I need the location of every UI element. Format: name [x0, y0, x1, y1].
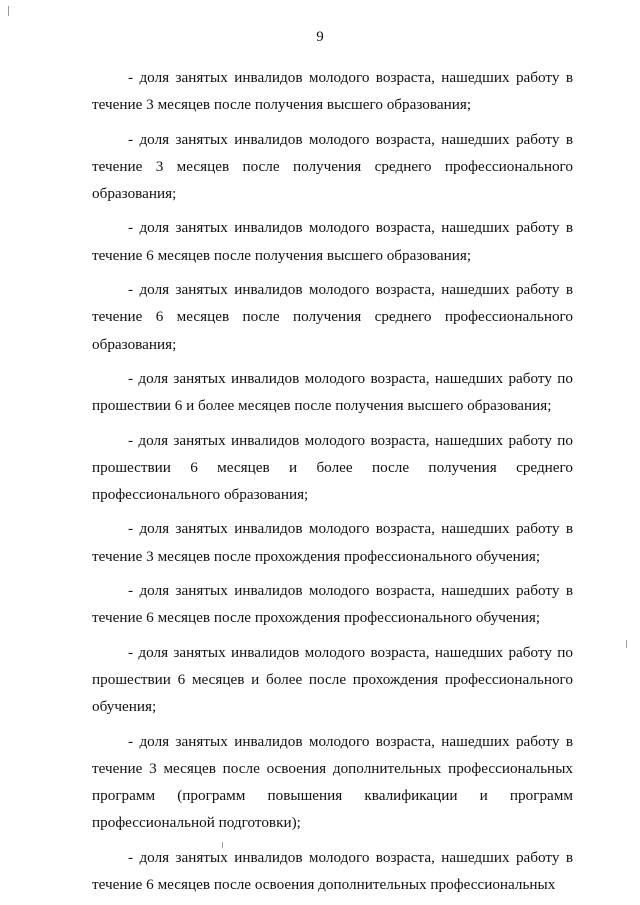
scan-speck	[222, 842, 223, 848]
list-item: - доля занятых инвалидов молодого возраста, нашедших работу в течение 3 месяцев после прохождения профессионального обучения;	[92, 520, 573, 565]
list-item: - доля занятых инвалидов молодого возраста, нашедших работу по прошествии 6 месяцев и более после прохождения профессионального обучения;	[92, 643, 573, 716]
body-text	[92, 64, 573, 905]
scan-speck	[8, 6, 9, 16]
list-item: - доля занятых инвалидов молодого возраста, нашедших работу в течение 3 месяцев после получения среднего профессионального образования;	[92, 130, 573, 203]
list-item: - доля занятых инвалидов молодого возраста, нашедших работу в течение 6 месяцев после получения среднего профессионального образования;	[92, 281, 573, 353]
list-item: - доля занятых инвалидов молодого возраста, нашедших работу в течение 6 месяцев после освоения дополнительных профессиональных	[92, 848, 573, 894]
list-item: - доля занятых инвалидов молодого возраста, нашедших работу в течение 3 месяцев после освоения дополнительных профессиональных программ (программ повышения квалификации и программ профессиональной подготовки);	[92, 732, 573, 832]
page-number: 9	[316, 29, 324, 45]
scan-speck	[626, 640, 627, 648]
list-item: - доля занятых инвалидов молодого возраста, нашедших работу в течение 6 месяцев после прохождения профессионального обучения;	[92, 582, 573, 627]
list-item: - доля занятых инвалидов молодого возраста, нашедших работу по прошествии 6 месяцев и более после получения среднего профессионального образования;	[92, 431, 573, 504]
list-item: - доля занятых инвалидов молодого возраста, нашедших работу по прошествии 6 и более месяцев после получения высшего образования;	[92, 369, 573, 415]
list-item: - доля занятых инвалидов молодого возраста, нашедших работу в течение 6 месяцев после получения высшего образования;	[92, 219, 573, 264]
list-item: - доля занятых инвалидов молодого возраста, нашедших работу в течение 3 месяцев после получения высшего образования;	[92, 69, 573, 114]
